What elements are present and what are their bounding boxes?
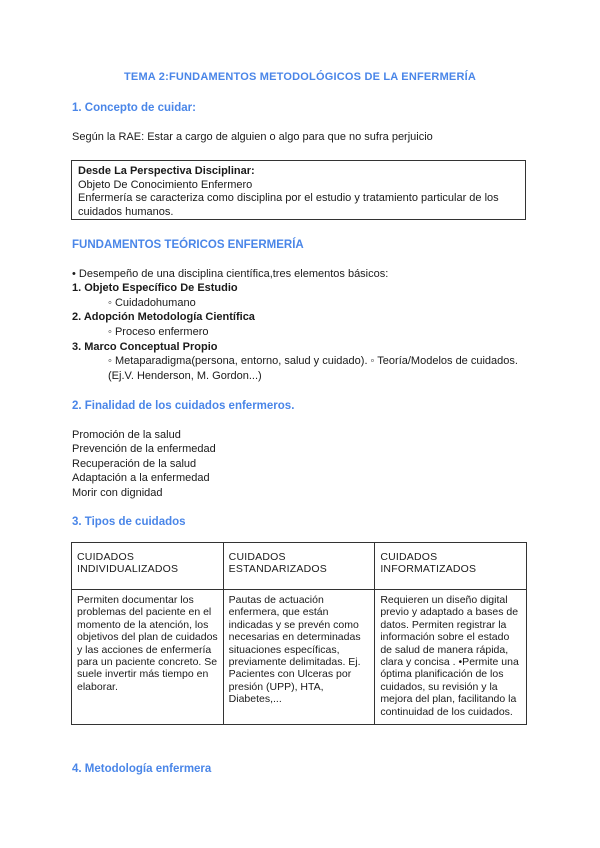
finalidad-item: Prevención de la enfermedad [72,443,216,455]
list-item: 1. Objeto Específico De Estudio [72,282,238,294]
list-subitem: ◦ Proceso enfermero [108,326,209,338]
section1-heading: 1. Concepto de cuidar: [72,102,196,114]
finalidad-item: Recuperación de la salud [72,458,197,470]
cell-text: Permiten documentar los problemas del paciente en el momento de la atención, los objetivos del plan de cuidados y las acciones de enfermería para un paciente concreto. Se suele invertir más tiempo en elaborar. [77,594,218,693]
cell-text: Requieren un diseño digital previo y adaptado a bases de datos. Permiten registrar la información sobre el estado de salud de manera rápida, clara y concisa . •Permite una óptima planificación de los cuidados, su revisión y la mejora del plan, facilitando la continuidad de los cuidados. [380,594,519,718]
cell-text: Pautas de actuación enfermera, que están indicadas y se prevén como necesarias en determinadas situaciones específicas, previamente delimitadas. Ej. Pacientes con Ulceras por presión (UPP), HTA, Diabetes,... [228,594,361,706]
section4-heading: 4. Metodología enfermera [72,763,212,775]
list-subitem: ◦ Cuidadohumano [108,297,196,309]
box-line: Enfermería se caracteriza como disciplina por el estudio y tratamiento particular de los [78,192,499,204]
table-header-cell: CUIDADOS INDIVIDUALIZADOS [72,543,224,590]
table-header-cell: CUIDADOS ESTANDARIZADOS [223,543,375,590]
fundamentos-intro: • Desempeño de una disciplina científica,tres elementos básicos: [72,268,389,280]
list-item: 2. Adopción Metodología Científica [72,311,255,323]
list-subitem: (Ej.V. Henderson, M. Gordon...) [108,370,262,382]
table-header-row [72,543,527,590]
box-line: Objeto De Conocimiento Enfermero [78,178,253,191]
box-heading: Desde La Perspectiva Disciplinar: [78,165,255,177]
finalidad-item: Promoción de la salud [72,429,181,441]
box-line: cuidados humanos. [78,205,174,218]
table-cell [375,590,527,725]
page-title: TEMA 2:FUNDAMENTOS METODOLÓGICOS DE LA ENFERMERÍA [123,71,477,83]
types-table [71,542,527,725]
table-cell [223,590,375,725]
definition-box [71,160,526,220]
section3-heading: 3. Tipos de cuidados [72,516,186,528]
fundamentos-heading: FUNDAMENTOS TEÓRICOS ENFERMERÍA [72,239,304,251]
section2-heading: 2. Finalidad de los cuidados enfermeros. [72,400,295,412]
finalidad-item: Morir con dignidad [72,487,163,499]
list-item: 3. Marco Conceptual Propio [72,341,218,353]
list-subitem: ◦ Metaparadigma(persona, entorno, salud y cuidado). ◦ Teoría/Modelos de cuidados. [108,355,518,367]
finalidad-item: Adaptación a la enfermedad [72,472,210,484]
table-cell [72,590,224,725]
table-header-cell: CUIDADOS INFORMATIZADOS [375,543,527,590]
section1-text: Según la RAE: Estar a cargo de alguien o algo para que no sufra perjuicio [72,131,433,143]
table-row [72,590,527,725]
